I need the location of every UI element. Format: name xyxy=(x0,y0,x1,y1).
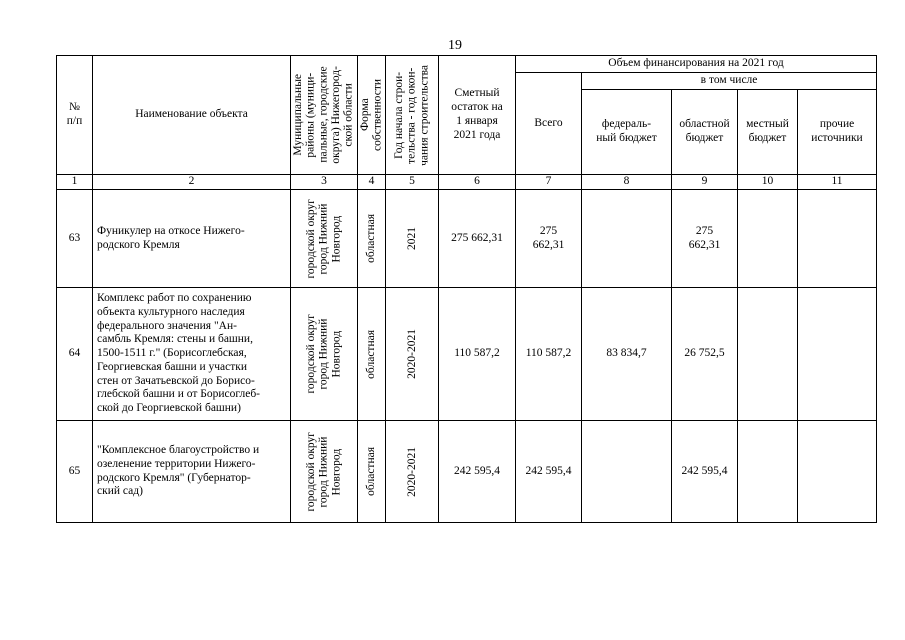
row-num: 63 xyxy=(57,190,93,288)
table-row xyxy=(57,288,877,421)
federal-cell xyxy=(582,190,672,288)
header-district xyxy=(291,56,358,175)
years-text: 2020-2021 xyxy=(405,329,418,379)
column-numbers-row xyxy=(57,175,877,190)
column-number: 4 xyxy=(358,175,386,190)
total-cell: 275 662,31 xyxy=(516,190,582,288)
header-district-text: Муниципальные районы (муници- пальные, городские округа) Нижегород- ской области xyxy=(292,66,355,164)
header-regional: областной бюджет xyxy=(672,90,738,175)
column-number: 6 xyxy=(439,175,516,190)
header-years xyxy=(386,56,439,175)
ownership-cell xyxy=(358,288,386,421)
column-number: 3 xyxy=(291,175,358,190)
district-text: городской округ город Нижний Новгород xyxy=(305,314,343,394)
header-total: Всего xyxy=(516,73,582,175)
table-row xyxy=(57,190,877,288)
column-number: 8 xyxy=(582,175,672,190)
regional-cell: 275 662,31 xyxy=(672,190,738,288)
other-cell xyxy=(798,421,877,523)
column-number: 7 xyxy=(516,175,582,190)
header-other: прочие источники xyxy=(798,90,877,175)
header-num: № п/п xyxy=(57,56,93,175)
district-cell xyxy=(291,421,358,523)
object-name: Комплекс работ по сохранению объекта культурного наследия федерального значения "Ан- самбль Кремля: стены и башни, 1500-1511 г." (Борисоглебская, Георгиевская башни и участки стен от Зачатьевской до Борисо- глебской башни и от Борисоглеб- ской до Георгиевской башни) xyxy=(93,288,291,421)
regional-cell: 242 595,4 xyxy=(672,421,738,523)
local-cell xyxy=(738,421,798,523)
federal-cell: 83 834,7 xyxy=(582,288,672,421)
district-text: городской округ город Нижний Новгород xyxy=(305,198,343,279)
header-ownership-text: Форма собственности xyxy=(358,79,384,151)
balance-cell: 242 595,4 xyxy=(439,421,516,523)
object-name: Фуникулер на откосе Нижего- родского Кремля xyxy=(93,190,291,288)
federal-cell xyxy=(582,421,672,523)
column-number: 1 xyxy=(57,175,93,190)
balance-cell: 110 587,2 xyxy=(439,288,516,421)
header-local: местный бюджет xyxy=(738,90,798,175)
district-text: городской округ город Нижний Новгород xyxy=(305,431,343,512)
row-num: 64 xyxy=(57,288,93,421)
other-cell xyxy=(798,288,877,421)
table-row xyxy=(57,421,877,523)
local-cell xyxy=(738,288,798,421)
header-financing: Объем финансирования на 2021 год xyxy=(516,56,877,73)
ownership-cell xyxy=(358,190,386,288)
ownership-cell xyxy=(358,421,386,523)
district-cell xyxy=(291,190,358,288)
regional-cell: 26 752,5 xyxy=(672,288,738,421)
header-name: Наименование объекта xyxy=(93,56,291,175)
years-cell xyxy=(386,190,439,288)
district-cell xyxy=(291,288,358,421)
header-ownership xyxy=(358,56,386,175)
other-cell xyxy=(798,190,877,288)
page-number: 19 xyxy=(448,38,462,53)
local-cell xyxy=(738,190,798,288)
column-number: 2 xyxy=(93,175,291,190)
balance-cell: 275 662,31 xyxy=(439,190,516,288)
years-cell xyxy=(386,421,439,523)
header-including: в том числе xyxy=(582,73,877,90)
column-number: 5 xyxy=(386,175,439,190)
financing-table xyxy=(56,55,877,523)
header-years-text: Год начала строи- тельства - год окон- чания строительства xyxy=(393,64,431,166)
header-row xyxy=(57,56,877,73)
column-number: 9 xyxy=(672,175,738,190)
object-name: "Комплексное благоустройство и озеленение территории Нижего- родского Кремля" (Губернатор- ский сад) xyxy=(93,421,291,523)
ownership-text: областная xyxy=(365,214,378,263)
years-text: 2021 xyxy=(405,227,418,250)
years-cell xyxy=(386,288,439,421)
row-num: 65 xyxy=(57,421,93,523)
ownership-text: областная xyxy=(365,447,378,496)
header-federal: федераль- ный бюджет xyxy=(582,90,672,175)
total-cell: 242 595,4 xyxy=(516,421,582,523)
years-text: 2020-2021 xyxy=(405,446,418,497)
header-balance: Сметный остаток на 1 января 2021 года xyxy=(439,56,516,175)
ownership-text: областная xyxy=(365,329,378,379)
total-cell: 110 587,2 xyxy=(516,288,582,421)
column-number: 10 xyxy=(738,175,798,190)
column-number: 11 xyxy=(798,175,877,190)
